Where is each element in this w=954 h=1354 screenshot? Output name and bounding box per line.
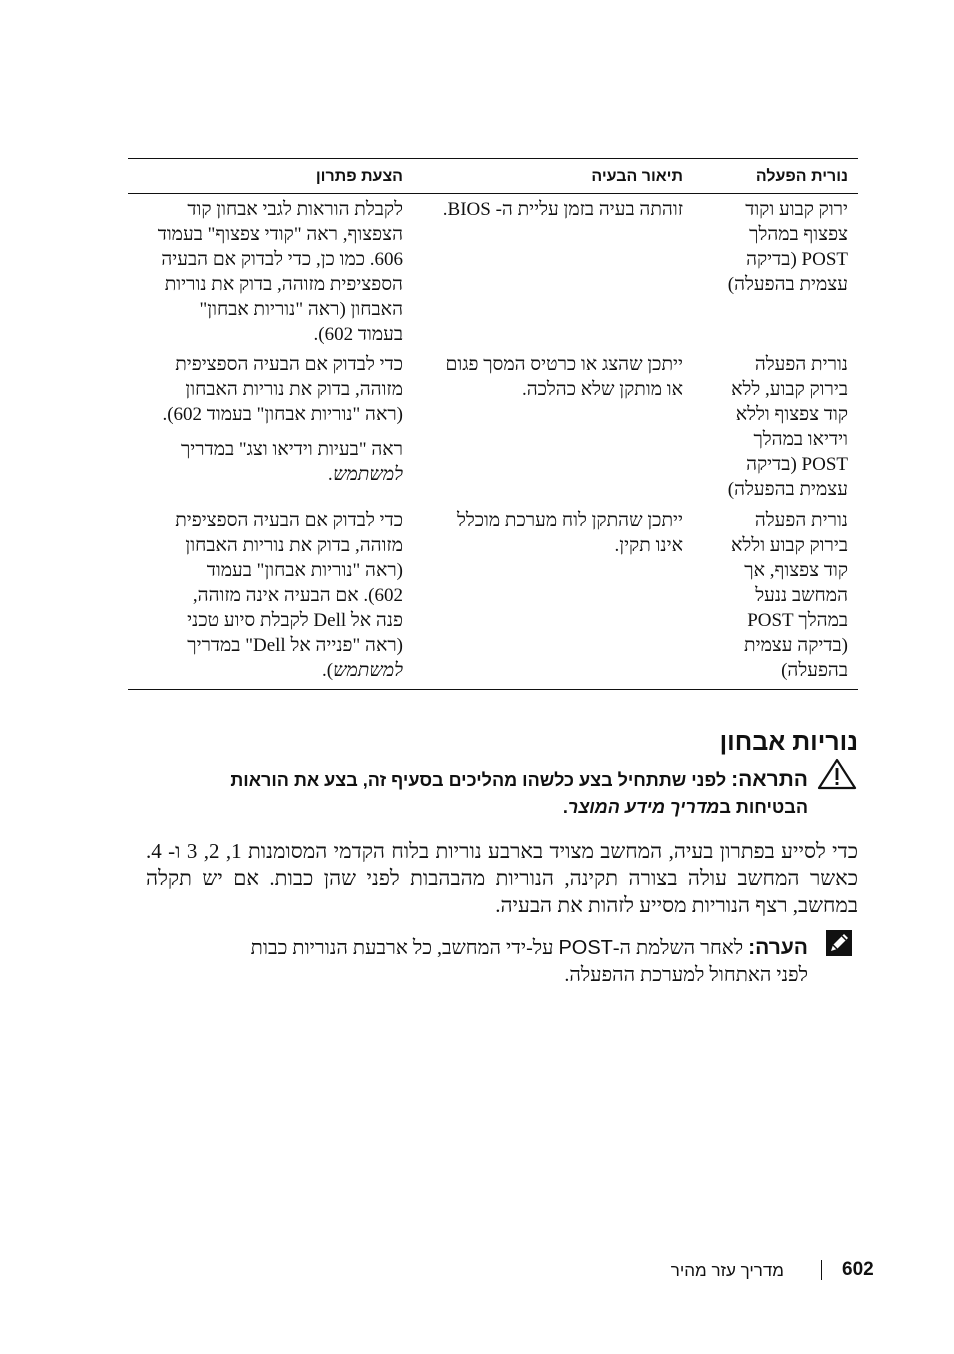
footer-divider <box>821 1260 822 1280</box>
cell-line: פנה אל Dell לקבלת סיוע טכני <box>187 610 403 631</box>
cell-line: האבחון (ראה "נוריות אבחון" <box>199 299 403 320</box>
note-text: POST <box>558 937 613 959</box>
header-solution: הצעת פתרון <box>315 167 403 185</box>
cell-line <box>138 658 403 683</box>
table-row <box>128 194 858 349</box>
cell-line: או מותקן שלא כהלכה. <box>521 379 683 400</box>
indicator-cell <box>711 349 858 505</box>
cell-line: ירוק קבוע וקוד <box>745 199 848 220</box>
cell-line: נורית הפעלה <box>754 510 848 531</box>
guide-title: למשתמש <box>333 660 403 681</box>
cell-line: ראה "בעיות וידיאו וצג" במדריך <box>180 439 403 460</box>
indicator-cell <box>711 194 858 349</box>
cell-line: POST (בדיקה <box>746 454 848 475</box>
table-row <box>128 505 858 689</box>
cell-line: מזוהה, בדוק את נוריות האבחון <box>185 379 403 400</box>
note-text: לאחר השלמת ה- <box>612 937 744 959</box>
guide-title: למשתמש. <box>328 464 403 485</box>
solution-paragraph <box>138 352 403 427</box>
body-paragraph: כדי לסייע בפתרון בעיה, המחשב מצויד בארבע נוריות בלוח הקדמי המסומנות 1, 2, 3 ו- 4. כאשר המחשב עולה בצורה תקינה, הנוריות מהבהבות לפני שהן כבות. אם יש תקלה במחשב, רצף הנוריות מסייע לזהות את הבעיה. <box>146 839 859 917</box>
cell-line: קוד צפצוף וללא <box>735 404 848 425</box>
page-number: 602 <box>842 1259 874 1280</box>
led-table <box>128 158 858 690</box>
cell-line: וידיאו במהלך <box>753 429 848 450</box>
cell-line: בירוק קבוע וללא <box>731 535 848 556</box>
cell-line-tail: ). <box>322 660 334 681</box>
cell-line: 606. כמו כן, כדי לבדוק אם הבעיה <box>161 249 403 270</box>
caution-label: התראה: <box>731 768 808 791</box>
note-text: על-ידי המחשב, כל ארבעת הנוריות כבות <box>250 937 554 959</box>
solution-cell <box>128 194 423 349</box>
cell-line: 602). אם הבעיה אינה מזוהה, <box>192 585 403 606</box>
cell-line: כדי לבדוק אם הבעיה הספציפית <box>175 510 403 531</box>
caution-line <box>150 794 808 821</box>
cell-line: ייתכן שהצג או כרטיס המסך פגום <box>445 354 683 375</box>
warning-triangle-icon <box>816 757 858 791</box>
caution-line <box>150 766 808 794</box>
cell-line: במהלך POST <box>747 610 848 631</box>
cell-line: קוד צפצוף, אך <box>744 560 848 581</box>
caution-text: לפני שתתחיל בצע כלשהו מהליכים בסעיף זה, בצע את הוראות <box>230 770 727 790</box>
cell-line: צפצוף במהלך <box>749 224 848 245</box>
cell-line: לקבלת הוראות לגבי אבחון קוד <box>187 199 403 220</box>
cell-line: ייתכן שהתקן לוח מערכת מוכלל <box>456 510 683 531</box>
header-problem: תיאור הבעיה <box>591 167 683 185</box>
cell-line: הצפצוף, ראה "קודי צפצוף" בעמוד <box>157 224 403 245</box>
table-header-row <box>128 159 858 193</box>
note-line: לפני האתחול למערכת ההפעלה. <box>564 964 808 986</box>
solution-cell <box>128 349 423 505</box>
cell-line: בירוק קבוע, ללא <box>731 379 848 400</box>
footer-title: מדריך עזר מהיר <box>670 1261 784 1280</box>
table-row <box>128 349 858 505</box>
cell-line: עצמית בהפעלה) <box>727 274 848 295</box>
cell-line: נורית הפעלה <box>754 354 848 375</box>
cell-line: זוהתה בעיה בזמן עליית ה- BIOS. <box>442 199 683 220</box>
cell-line: מזוהה, בדוק את נוריות האבחון <box>185 535 403 556</box>
caution-block <box>150 766 808 821</box>
caution-text: הבטיחות ב <box>719 797 808 817</box>
section-heading: נוריות אבחון <box>719 728 858 756</box>
guide-title: מדריך מידע המוצר <box>567 797 720 817</box>
cell-line: בהפעלה) <box>781 660 848 681</box>
cell-line: הספציפית מזוהה, בדוק את נוריות <box>164 274 403 295</box>
cell-line: עצמית בהפעלה) <box>727 479 848 500</box>
problem-cell <box>423 505 711 689</box>
cell-line: (ראה "נוריות אבחון" בעמוד 602). <box>162 404 403 425</box>
cell-line: המחשב ננעל <box>755 585 848 606</box>
table-bottom-rule <box>128 689 858 690</box>
cell-line: כדי לבדוק אם הבעיה הספציפית <box>175 354 403 375</box>
indicator-cell <box>711 505 858 689</box>
note-block <box>150 934 808 989</box>
cell-line: POST (בדיקה <box>746 249 848 270</box>
caution-text: . <box>562 797 568 817</box>
cell-line: בעמוד 602). <box>313 324 403 345</box>
cell-line: (בדיקה עצמית <box>744 635 848 656</box>
cell-line: אינו תקין. <box>614 535 683 556</box>
solution-cell <box>128 505 423 689</box>
cell-line: (ראה "נוריות אבחון" בעמוד <box>206 560 403 581</box>
problem-cell <box>423 349 711 505</box>
cell-line: (ראה "פנייה אל Dell" במדריך <box>187 635 403 656</box>
problem-cell <box>423 194 711 349</box>
note-line <box>150 934 808 962</box>
solution-paragraph <box>138 437 403 487</box>
header-indicator: נורית הפעלה <box>755 167 848 185</box>
note-label: הערה: <box>748 936 808 959</box>
note-pencil-icon <box>826 930 852 956</box>
